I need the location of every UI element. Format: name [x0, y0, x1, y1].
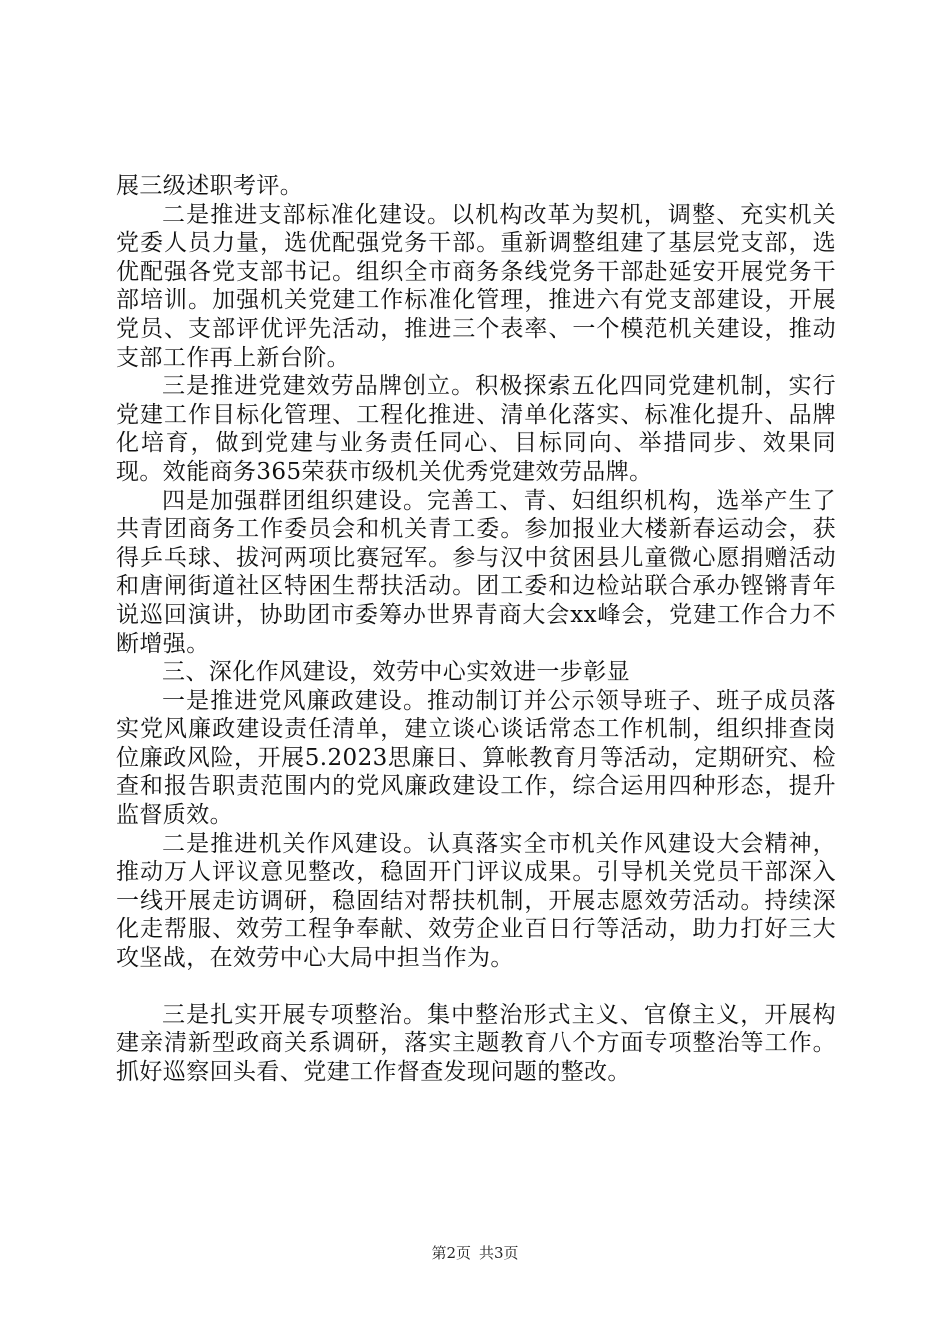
- section-heading-work-style: 三、深化作风建设，效劳中心实效进一步彰显: [162, 659, 630, 686]
- paragraph-branch-standardization: 二是推进支部标准化建设。以机构改革为契机，调整、充实机关党委人员力量，选优配强党务干部。重新调整组建了基层党支部，选优配强各党支部书记。组织全市商务条线党务干部赴延安开展党务干部培训。加强机关党建工作标准化管理，推进六有党支部建设，开展党员、支部评优评先活动，推进三个表率、一个模范机关建设，推动支部工作再上新台阶。: [116, 201, 836, 371]
- paragraph-organ-style-building: 二是推进机关作风建设。认真落实全市机关作风建设大会精神，推动万人评议意见整改，稳固开门评议成果。引导机关党员干部深入一线开展走访调研，稳固结对帮扶机制，开展志愿效劳活动。持续深化走帮服、效劳工程争奉献、效劳企业百日行等活动，助力打好三大攻坚战，在效劳中心大局中担当作为。: [116, 830, 836, 972]
- document-body: [116, 172, 836, 1086]
- paragraph-continuation: 展三级述职考评。: [116, 173, 304, 199]
- page-total: 共3页: [479, 1244, 519, 1262]
- paragraph-service-brand: 三是推进党建效劳品牌创立。积极探索五化四同党建机制，实行党建工作目标化管理、工程化推进、清单化落实、标准化提升、品牌化培育，做到党建与业务责任同心、目标同向、举措同步、效果同现。效能商务365荣获市级机关优秀党建效劳品牌。: [116, 373, 836, 485]
- paragraph-special-rectification: 三是扎实开展专项整治。集中整治形式主义、官僚主义，开展构建亲清新型政商关系调研，落实主题教育八个方面专项整治等工作。抓好巡察回头看、党建工作督查发现问题的整改。: [116, 1001, 836, 1085]
- page-footer: [0, 1242, 950, 1263]
- paragraph-integrity-building: 一是推进党风廉政建设。推动制订并公示领导班子、班子成员落实党风廉政建设责任清单，建立谈心谈话常态工作机制，组织排查岗位廉政风险，开展5.2023思廉日、算帐教育月等活动，定期研究、检查和报告职责范围内的党风廉政建设工作，综合运用四种形态，提升监督质效。: [116, 687, 836, 829]
- paragraph-mass-organizations: 四是加强群团组织建设。完善工、青、妇组织机构，选举产生了共青团商务工作委员会和机关青工委。参加报业大楼新春运动会，获得乒乓球、拔河两项比赛冠军。参与汉中贫困县儿童微心愿捐赠活动和唐闸街道社区特困生帮扶活动。团工委和边检站联合承办铿锵青年说巡回演讲，协助团市委筹办世界青商大会xx峰会，党建工作合力不断增强。: [116, 487, 836, 657]
- page-number: 第2页: [431, 1244, 471, 1262]
